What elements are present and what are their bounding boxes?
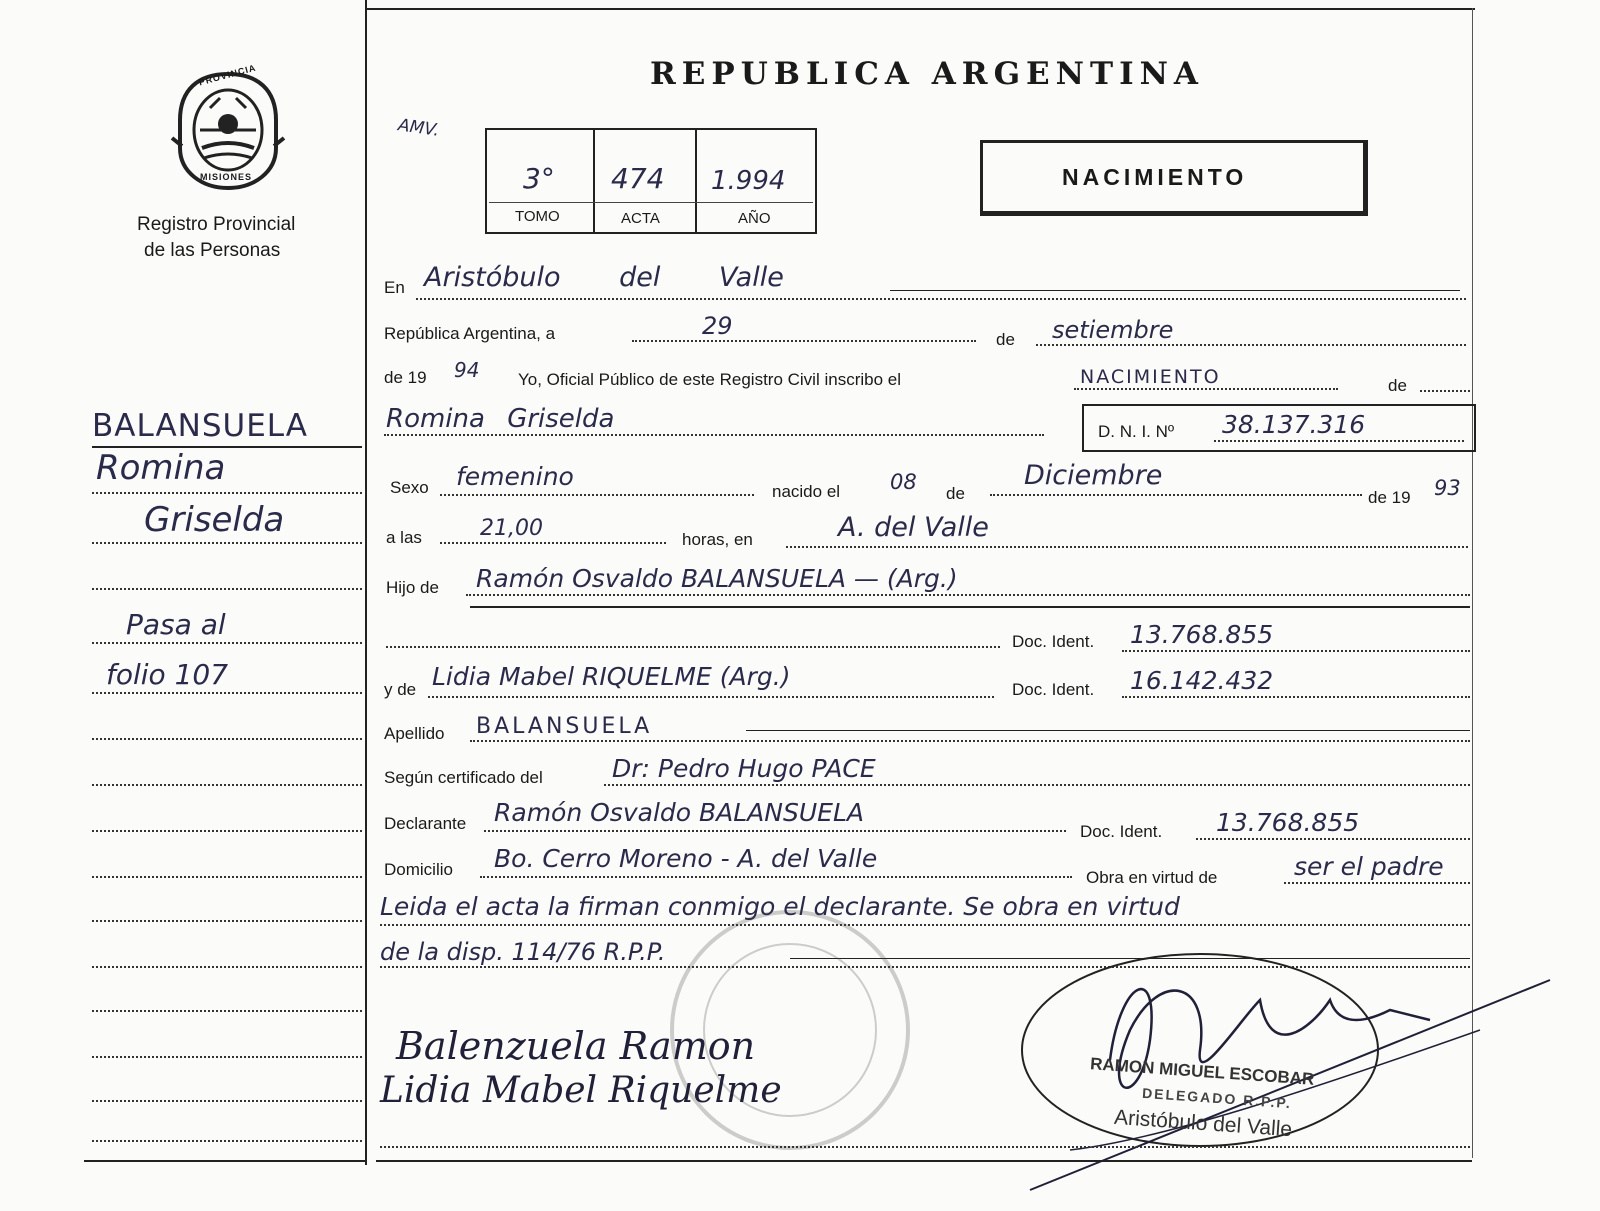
declarante-label: Declarante	[384, 814, 467, 833]
act-value: NACIMIENTO	[1080, 366, 1221, 388]
margin-middle-name: Griselda	[144, 500, 285, 540]
horas-label: horas, en	[682, 530, 753, 549]
tomo-value: 3°	[523, 162, 555, 195]
year-prefix-label: de 19	[384, 368, 427, 387]
ano-label: AÑO	[738, 210, 771, 227]
margin-note-line1: Pasa al	[126, 608, 226, 641]
domicilio-value: Bo. Cerro Moreno - A. del Valle	[494, 844, 878, 873]
disp-text: de la disp. 114/76 R.P.P.	[380, 938, 666, 966]
hijo-label: Hijo de	[386, 578, 439, 597]
seal-text-top: PROVINCIA	[197, 62, 258, 88]
birth-month-value: Diciembre	[1024, 460, 1163, 491]
nacido-label: nacido el	[772, 482, 841, 501]
record-type-title: NACIMIENTO	[1062, 164, 1248, 190]
obra-value: ser el padre	[1294, 852, 1444, 881]
seal-text-bottom: MISIONES	[200, 172, 253, 182]
declarant-signature: Balenzuela Ramon	[396, 1024, 756, 1068]
republica-label: República Argentina, a	[384, 324, 556, 343]
book-reference-box	[485, 128, 817, 234]
top-border-line	[365, 8, 1475, 10]
official-title: DELEGADO R.P.P.	[1141, 1084, 1293, 1112]
ano-value: 1.994	[711, 166, 786, 196]
margin-first-name: Romina	[96, 448, 226, 488]
apellido-label: Apellido	[384, 724, 445, 743]
mother-name-value: Lidia Mabel RIQUELME (Arg.)	[432, 662, 791, 691]
oficial-text: Yo, Oficial Público de este Registro Civil inscribo el	[518, 370, 901, 389]
margin-surname: BALANSUELA	[92, 408, 308, 444]
registry-name-line1: Registro Provincial	[137, 214, 296, 235]
dni-value: 38.137.316	[1222, 410, 1366, 439]
obra-label: Obra en virtud de	[1086, 868, 1218, 887]
sexo-value: femenino	[456, 462, 574, 491]
apellido-value: BALANSUELA	[476, 714, 653, 739]
amv-note: AMV.	[396, 115, 441, 141]
birth-year-prefix-label: de 19	[1368, 488, 1411, 507]
official-name: RAMON MIGUEL ESCOBAR	[1089, 1054, 1315, 1089]
father-doc-label: Doc. Ident.	[1012, 632, 1095, 651]
dni-label: D. N. I. Nº	[1098, 422, 1175, 441]
certificado-label: Según certificado del	[384, 768, 543, 787]
leida-text: Leida el acta la firman conmigo el declarante. Se obra en virtud	[380, 892, 1180, 921]
y-de-label: y de	[384, 680, 417, 699]
birth-year-suffix-value: 93	[1434, 476, 1461, 500]
declarante-doc-label: Doc. Ident.	[1080, 822, 1163, 841]
de-label-3: de	[946, 484, 965, 503]
declarante-value: Ramón Osvaldo BALANSUELA	[494, 798, 864, 827]
registry-name-line2: de las Personas	[144, 240, 281, 261]
father-name-value: Ramón Osvaldo BALANSUELA — (Arg.)	[476, 564, 958, 593]
mother-doc-value: 16.142.432	[1130, 666, 1274, 695]
day-value: 29	[702, 312, 733, 340]
mother-doc-label: Doc. Ident.	[1012, 680, 1095, 699]
father-doc-value: 13.768.855	[1130, 620, 1274, 649]
tomo-label: TOMO	[515, 208, 560, 225]
de-label: de	[996, 330, 1015, 349]
registrant-name-value: Romina Griselda	[386, 404, 615, 434]
acta-value: 474	[611, 162, 665, 195]
certificado-value: Dr: Pedro Hugo PACE	[612, 754, 876, 783]
month-value: setiembre	[1052, 316, 1174, 344]
country-title: REPUBLICA ARGENTINA	[650, 56, 1204, 92]
official-place: Aristóbulo del Valle	[1113, 1105, 1293, 1142]
birth-time-value: 21,00	[480, 516, 543, 541]
birth-day-value: 08	[890, 470, 917, 494]
left-column-border	[365, 0, 367, 1165]
sexo-label: Sexo	[390, 478, 429, 497]
mother-signature: Lidia Mabel Riquelme	[380, 1070, 782, 1111]
de-label-2: de	[1388, 376, 1407, 395]
place-value: Aristóbulo del Valle	[424, 262, 784, 293]
domicilio-label: Domicilio	[384, 860, 453, 879]
declarante-doc-value: 13.768.855	[1216, 808, 1360, 837]
margin-note-line2: folio 107	[106, 658, 229, 691]
en-label: En	[384, 278, 405, 297]
acta-label: ACTA	[621, 210, 660, 227]
year-suffix-value: 94	[454, 358, 480, 382]
a-las-label: a las	[386, 528, 422, 547]
birth-place-value: A. del Valle	[838, 512, 989, 543]
